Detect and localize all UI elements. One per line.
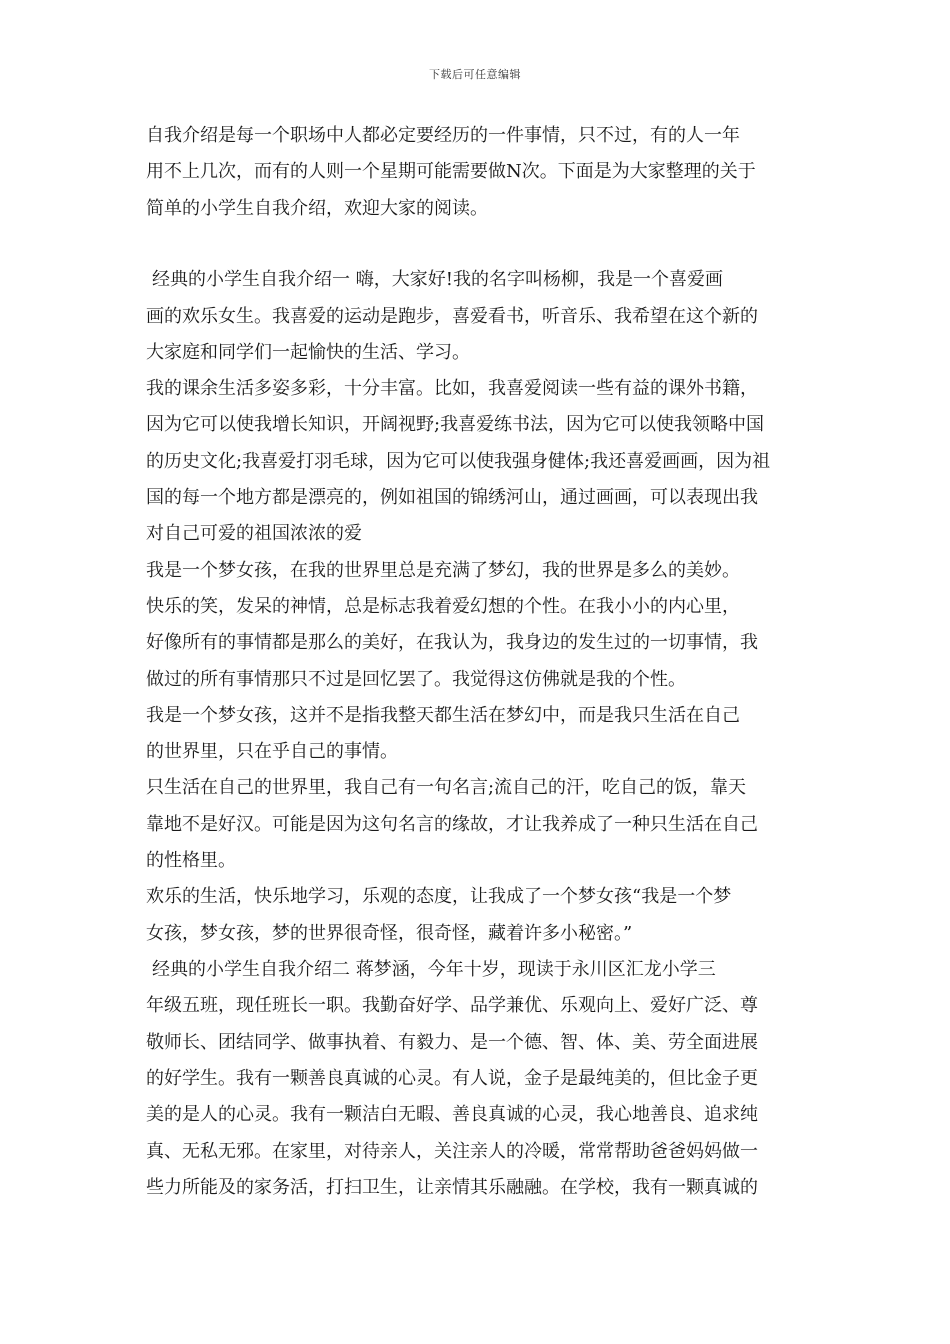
text-line: 对自己可爱的祖国浓浓的爱 — [146, 523, 362, 544]
text-line: 些力所能及的家务活，打扫卫生，让亲情其乐融融。在学校，我有一颗真诚的 — [146, 1177, 758, 1198]
text-line: 好像所有的事情都是那么的美好，在我认为，我身边的发生过的一切事情，我 — [146, 632, 758, 653]
text-line: 快乐的笑，发呆的神情，总是标志我着爱幻想的个性。在我小小的内心里， — [146, 596, 740, 617]
text-line: 经典的小学生自我介绍一 嗨，大家好!我的名字叫杨柳，我是一个喜爱画 — [152, 269, 723, 290]
text-line: 的历史文化;我喜爱打羽毛球，因为它可以使我强身健体;我还喜爱画画，因为祖 — [146, 451, 771, 472]
text-line: 只生活在自己的世界里，我自己有一句名言;流自己的汗，吃自己的饭，靠天 — [146, 777, 747, 798]
text-line: 欢乐的生活，快乐地学习，乐观的态度，让我成了一个梦女孩“我是一个梦 — [146, 886, 732, 907]
text-line: 画的欢乐女生。我喜爱的运动是跑步，喜爱看书，听音乐、我希望在这个新的 — [146, 306, 758, 327]
text-line: 因为它可以使我增长知识，开阔视野;我喜爱练书法，因为它可以使我领略中国 — [146, 414, 765, 435]
text-line: 的性格里。 — [146, 850, 236, 871]
text-line: 我是一个梦女孩，在我的世界里总是充满了梦幻，我的世界是多么的美妙。 — [146, 560, 740, 581]
text-line: 美的是人的心灵。我有一颗洁白无暇、善良真诚的心灵，我心地善良、追求纯 — [146, 1104, 758, 1125]
text-line: 女孩，梦女孩，梦的世界很奇怪，很奇怪，藏着许多小秘密。” — [146, 923, 633, 944]
text-line: 大家庭和同学们一起愉快的生活、学习。 — [146, 342, 470, 363]
text-line: 真、无私无邪。在家里，对待亲人，关注亲人的冷暖，常常帮助爸爸妈妈做一 — [146, 1141, 758, 1162]
text-line: 用不上几次，而有的人则一个星期可能需要做N次。下面是为大家整理的关于 — [146, 161, 756, 182]
text-line: 我的课余生活多姿多彩，十分丰富。比如，我喜爱阅读一些有益的课外书籍， — [146, 378, 758, 399]
text-line: 的世界里，只在乎自己的事情。 — [146, 741, 398, 762]
text-line: 经典的小学生自我介绍二 蒋梦涵，今年十岁，现读于永川区汇龙小学三 — [152, 959, 716, 980]
text-line: 国的每一个地方都是漂亮的，例如祖国的锦绣河山，通过画画，可以表现出我 — [146, 487, 758, 508]
text-line: 敬师长、团结同学、做事执着、有毅力、是一个德、智、体、美、劳全面进展 — [146, 1032, 758, 1053]
text-line: 自我介绍是每一个职场中人都必定要经历的一件事情，只不过，有的人一年 — [146, 125, 740, 146]
text-line: 简单的小学生自我介绍，欢迎大家的阅读。 — [146, 198, 488, 219]
text-line: 年级五班，现任班长一职。我勤奋好学、品学兼优、乐观向上、爱好广泛、尊 — [146, 995, 758, 1016]
text-line: 做过的所有事情那只不过是回忆罢了。我觉得这仿佛就是我的个性。 — [146, 669, 686, 690]
page-header: 下载后可任意编辑 — [429, 68, 521, 81]
text-line: 靠地不是好汉。可能是因为这句名言的缘故，才让我养成了一种只生活在自己 — [146, 814, 758, 835]
text-line: 的好学生。我有一颗善良真诚的心灵。有人说，金子是最纯美的，但比金子更 — [146, 1068, 758, 1089]
text-line: 我是一个梦女孩，这并不是指我整天都生活在梦幻中，而是我只生活在自己 — [146, 705, 740, 726]
